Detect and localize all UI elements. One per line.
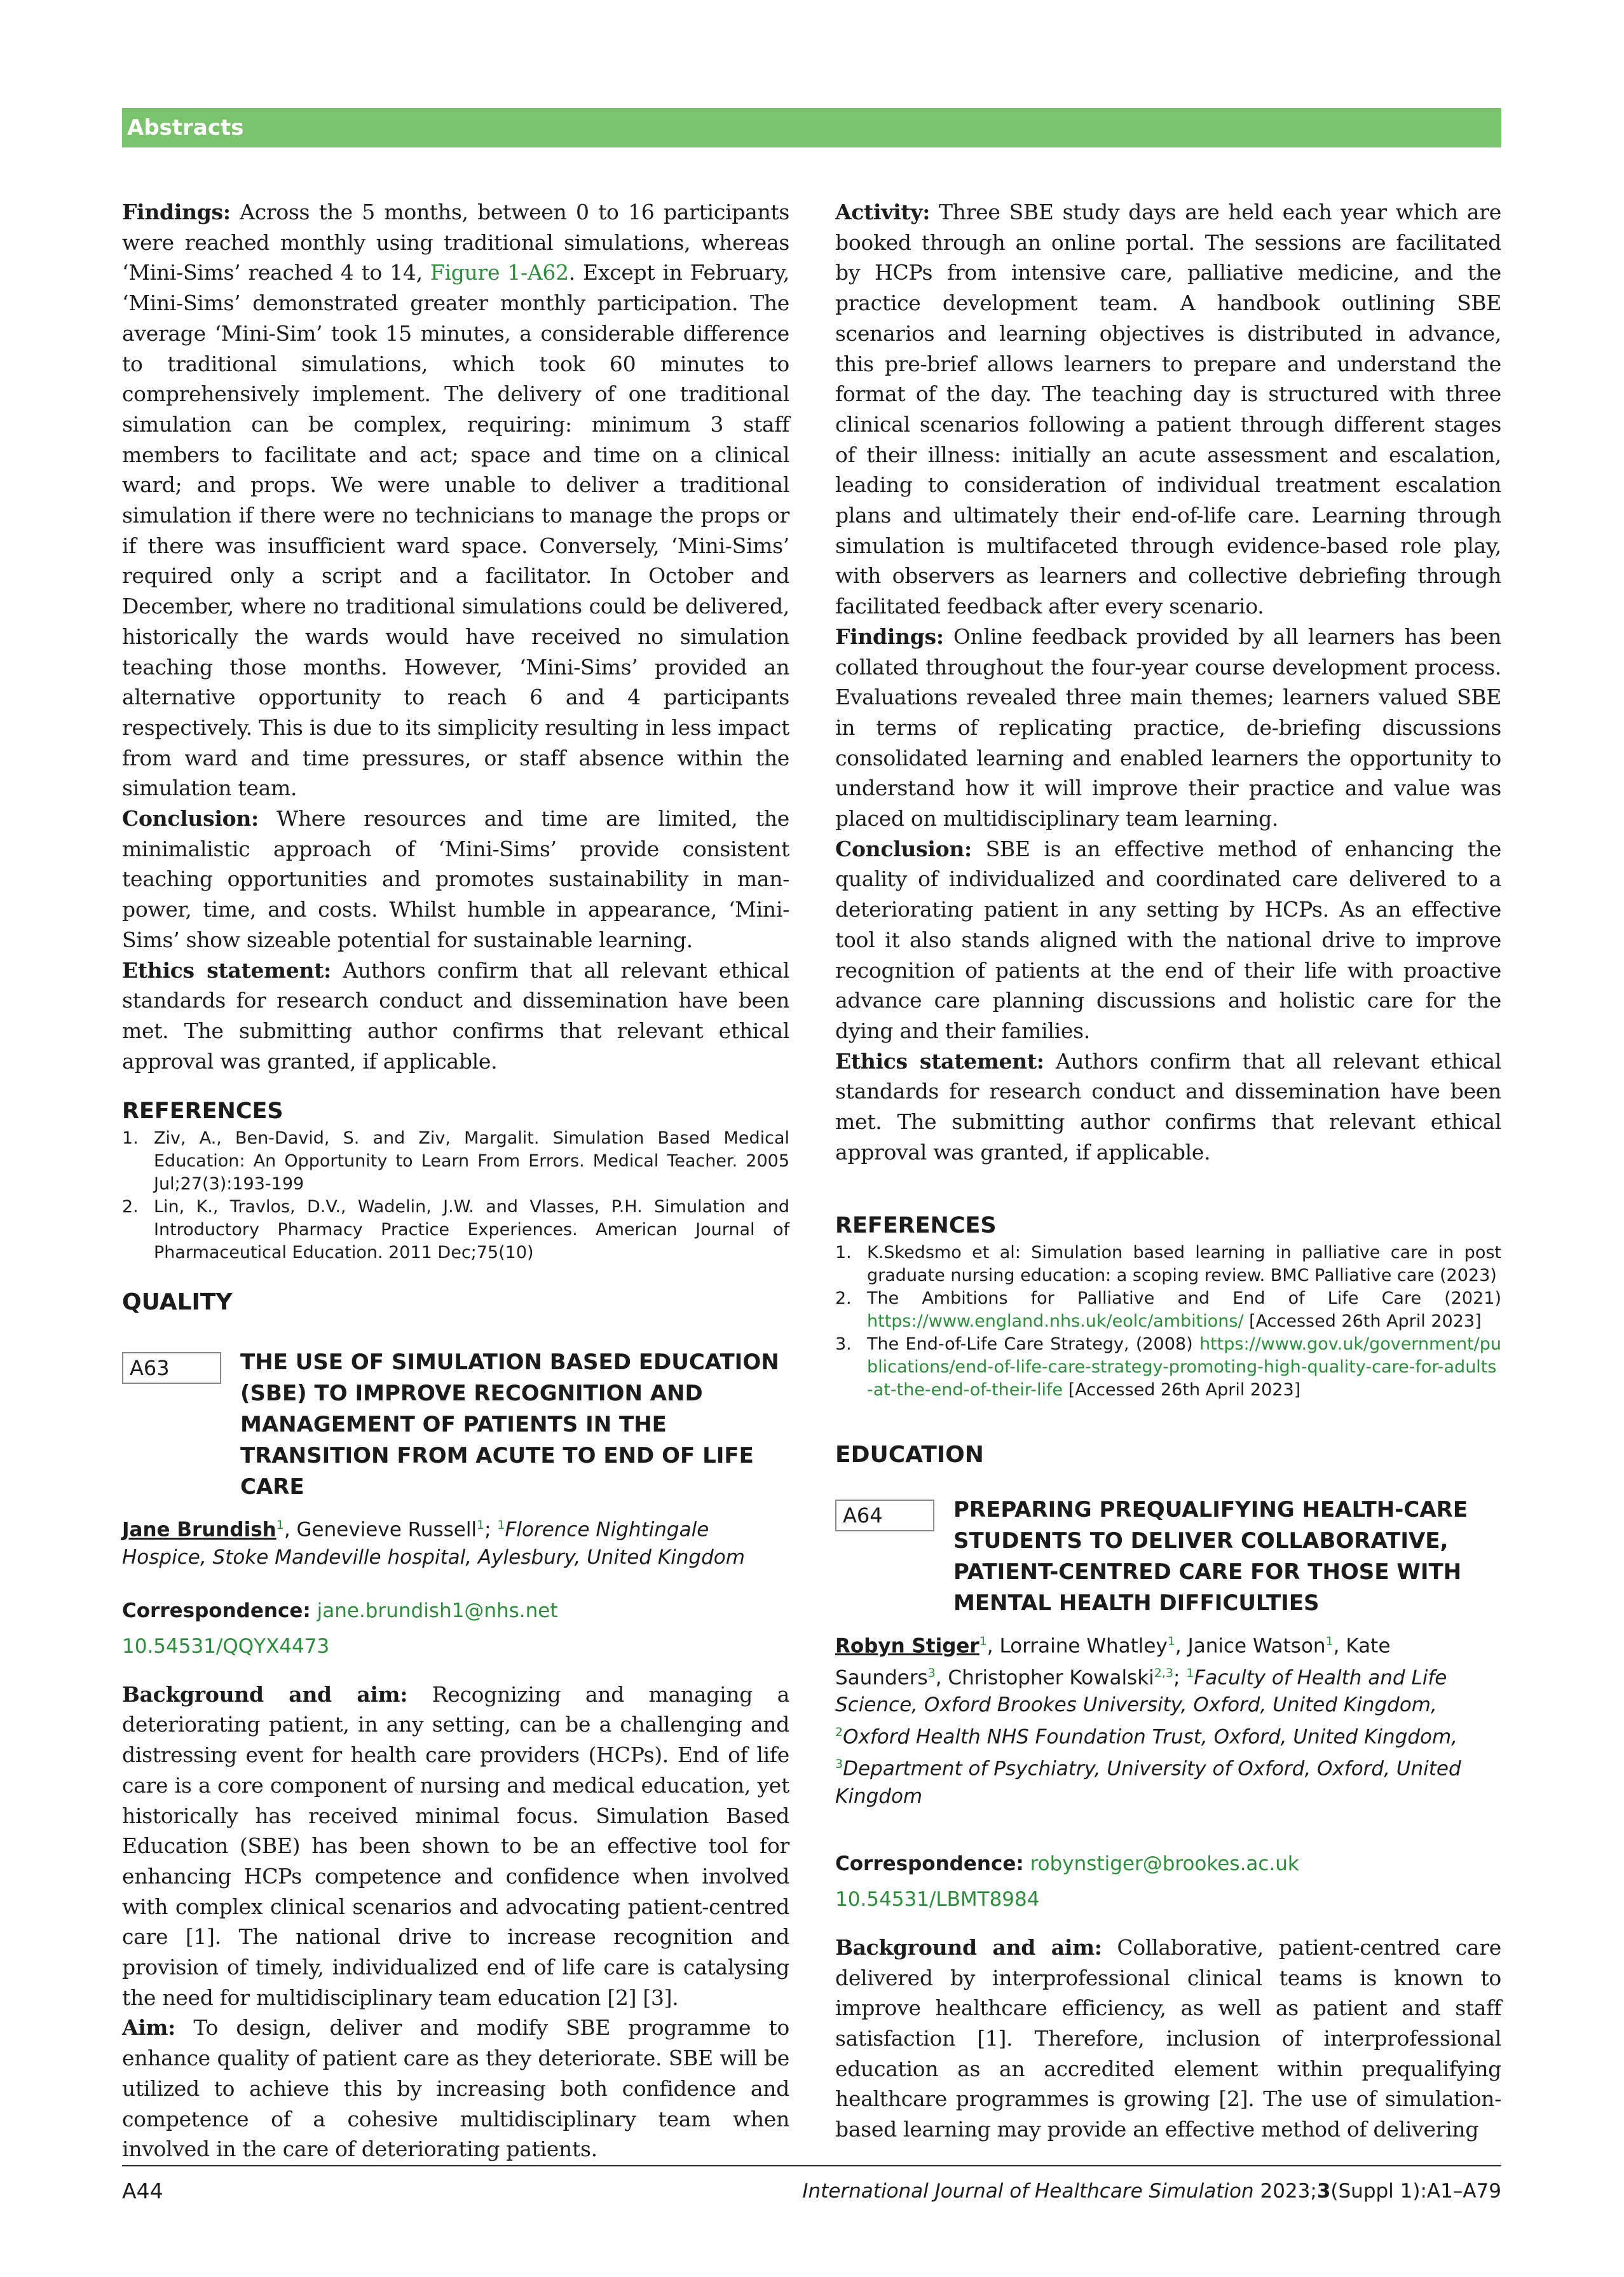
- section-title-education: EDUCATION: [835, 1441, 984, 1468]
- right-column: [835, 197, 1501, 2145]
- abstract-id-badge: A64: [835, 1500, 934, 1531]
- ethics-label: Ethics statement:: [835, 1048, 1044, 1074]
- section-title-quality: QUALITY: [122, 1289, 233, 1316]
- findings-label: Findings:: [835, 624, 944, 649]
- correspondence: Correspondence: robynstiger@brookes.ac.uk: [835, 1852, 1299, 1875]
- abstract-id-badge: A63: [122, 1352, 221, 1384]
- abstract-title: PREPARING PREQUALIFYING HEALTH-CARE STUDENTS TO DELIVER COLLABORATIVE, PATIENT-CENTRED CARE FOR THOSE WITH MENTAL HEALTH DIFFICULTIES: [953, 1496, 1468, 1616]
- left-column: [122, 197, 789, 2164]
- affiliation: Department of Psychiatry, University of Oxford, Oxford, United Kingdom: [835, 1757, 1461, 1808]
- references-list: [835, 1241, 1501, 1402]
- reference-link[interactable]: https://www.gov.uk/government/publications/end-of-life-care-strategy-promoting-high-quality-care-for-adults-at-the-end-of-their-life: [867, 1334, 1501, 1400]
- presenting-author[interactable]: Jane Brundish: [122, 1518, 276, 1542]
- reference-item: 2. The Ambitions for Palliative and End of Life Care (2021) https://www.england.nhs.uk/eolc/ambitions/ [Accessed 26th April 2023]: [835, 1288, 1501, 1331]
- reference-item: 2. Lin, K., Travlos, D.V., Wadelin, J.W. and Vlasses, P.H. Simulation and Introductory Pharmacy Practice Experiences. American Journal of Pharmaceutical Education. 2011 Dec;75(10): [122, 1197, 789, 1263]
- reference-item: 3. The End-of-Life Care Strategy, (2008) https://www.gov.uk/government/publications/end-of-life-care-strategy-promoting-high-quality-care-for-adults-at-the-end-of-their-life [Accessed 26th April 2023]: [835, 1334, 1501, 1400]
- findings-paragraph: Findings: Online feedback provided by all learners has been collated throughout the four-year course development process. Evaluations revealed three main themes; learners valued SBE in terms of replicating practice, de-briefing discussions consolidated learning and enabled learners the opportunity to understand how it will improve their practice and value was placed on multidisciplinary team learning.: [835, 624, 1501, 831]
- correspondence-email-link[interactable]: jane.brundish1@nhs.net: [317, 1599, 558, 1622]
- affiliation: Faculty of Health and Life Science, Oxford Brookes University, Oxford, United Kingdom,: [835, 1666, 1447, 1717]
- abstract-header-a63: [122, 1347, 789, 1503]
- findings-paragraph: Findings: Across the 5 months, between 0 to 16 participants were reached monthly using traditional simulations, whereas ‘Mini-Sims’ reached 4 to 14, Figure 1-A62. Except in February, ‘Mini-Sims’ demonstrated greater monthly participation. The average ‘Mini-Sim’ took 15 minutes, a considerable difference to traditional simulations, which took 60 minutes to comprehensively implement. The delivery of one traditional simulation can be complex, requiring: minimum 3 staff members to facilitate and act; space and time on a clinical ward; and props. We were unable to deliver a traditional simulation if there were no technicians to manage the props or if there was insufficient ward space. Conversely, ‘Mini-Sims’ required only a script and a facilitator. In October and December, where no traditional simulations could be delivered, historically the wards would have received no simulation teaching those months. However, ‘Mini-Sims’ provided an alternative opportunity to reach 6 and 4 participants respectively. This is due to its simplicity resulting in less impact from ward and time pressures, or staff absence within the simulation team.: [122, 200, 789, 801]
- conclusion-paragraph: Conclusion: Where resources and time are limited, the minimalistic approach of ‘Mini-Sims’ provide consistent teaching opportunities and promotes sustainability in man-power, time, and costs. Whilst humble in appearance, ‘Mini-Sims’ show sizeable potential for sustainable learning.: [122, 806, 789, 952]
- ethics-paragraph: Ethics statement: Authors confirm that all relevant ethical standards for research conduct and dissemination have been met. The submitting author confirms that relevant ethical approval was granted, if applicable.: [122, 957, 789, 1074]
- figure-link[interactable]: Figure 1-A62: [430, 260, 569, 285]
- conclusion-label: Conclusion:: [835, 836, 972, 861]
- section-header-label: Abstracts: [127, 115, 244, 140]
- background-label: Background and aim:: [835, 1934, 1102, 1960]
- conclusion-label: Conclusion:: [122, 806, 259, 831]
- references-heading: REFERENCES: [835, 1212, 997, 1238]
- ethics-label: Ethics statement:: [122, 957, 331, 983]
- abstract-header-a64: [835, 1494, 1501, 1619]
- footer-divider: [122, 2165, 1501, 2166]
- activity-paragraph: Activity: Three SBE study days are held each year which are booked through an online portal. The sessions are facilitated by HCPs from intensive care, palliative medicine, and the practice development team. A handbook outlining SBE scenarios and learning objectives is distributed in advance, this pre-brief allows learners to prepare and understand the format of the day. The teaching day is structured with three clinical scenarios following a patient through different stages of their illness: initially an acute assessment and escalation, leading to consideration of individual treatment escalation plans and ultimately their end-of-life care. Learning through simulation is multifaceted through evidence-based role play, with observers as learners and collective debriefing through facilitated feedback after every scenario.: [835, 200, 1501, 619]
- doi-link[interactable]: 10.54531/LBMT8984: [835, 1887, 1040, 1911]
- background-paragraph: Background and aim: Recognizing and managing a deteriorating patient, in any setting, can be a challenging and distressing event for health care providers (HCPs). End of life care is a core component of nursing and medical education, yet historically has received minimal focus. Simulation Based Education (SBE) has been shown to be an effective tool for enhancing HCPs competence and confidence when involved with complex clinical scenarios and advocating patient-centred care [1]. The national drive to increase recognition and provision of timely, individualized end of life care is catalysing the need for multidisciplinary team education [2] [3].: [122, 1681, 789, 2010]
- author-list: Robyn Stiger$^1$, Lorraine Whatley$^1$, Janice Watson$^1$, Kate Saunders$^3$, Christopher Kowalski$^{2,3}$; $^1$Faculty of Health and Life Science, Oxford Brookes University, Oxford, United Kingdom, $^2$Oxford Health NHS Foundation Trust, Oxford, United Kingdom, $^3$Department of Psychiatry, University of Oxford, Oxford, United Kingdom: [835, 1634, 1461, 1808]
- affiliation: Florence Nightingale Hospice, Stoke Mandeville hospital, Aylesbury, United Kingdom: [122, 1518, 745, 1569]
- reference-item: 1. Ziv, A., Ben-David, S. and Ziv, Margalit. Simulation Based Medical Education: An Opportunity to Learn From Errors. Medical Teacher. 2005 Jul;27(3):193-199: [122, 1128, 789, 1194]
- aim-paragraph: Aim: To design, deliver and modify SBE programme to enhance quality of patient care as they deteriorate. SBE will be utilized to achieve this by increasing both confidence and competence of a cohesive multidisciplinary team when involved in the care of deteriorating patients.: [122, 2015, 789, 2162]
- ethics-paragraph: Ethics statement: Authors confirm that all relevant ethical standards for research conduct and dissemination have been met. The submitting author confirms that relevant ethical approval was granted, if applicable.: [835, 1048, 1502, 1165]
- correspondence-email-link[interactable]: robynstiger@brookes.ac.uk: [1030, 1852, 1299, 1875]
- activity-label: Activity:: [835, 200, 931, 224]
- findings-label: Findings:: [122, 200, 231, 224]
- abstract-title: THE USE OF SIMULATION BASED EDUCATION (SBE) TO IMPROVE RECOGNITION AND MANAGEMENT OF PATIENTS IN THE TRANSITION FROM ACUTE TO END OF LIFE CARE: [240, 1350, 779, 1500]
- page-number: A44: [122, 2178, 163, 2203]
- section-header-bar: [122, 108, 1501, 147]
- conclusion-paragraph: Conclusion: SBE is an effective method of enhancing the quality of individualized and coordinated care delivered to a deteriorating patient in any setting by HCPs. As an effective tool it also stands aligned with the national drive to improve recognition of patients at the end of their life with proactive advance care planning discussions and holistic care for the dying and their families.: [835, 836, 1501, 1043]
- presenting-author[interactable]: Robyn Stiger: [835, 1634, 979, 1657]
- reference-item: 1. K.Skedsmo et al: Simulation based learning in palliative care in post graduate nursing education: a scoping review. BMC Palliative care (2023): [835, 1242, 1501, 1285]
- background-label: Background and aim:: [122, 1681, 408, 1707]
- reference-link[interactable]: https://www.england.nhs.uk/eolc/ambitions/: [867, 1311, 1244, 1331]
- background-paragraph: Background and aim: Collaborative, patient-centred care delivered by interprofessional clinical teams is known to improve healthcare efficiency, as well as patient and staff satisfaction [1]. Therefore, inclusion of interprofessional education as an accredited element within prequalifying healthcare programmes is growing [2]. The use of simulation-based learning may provide an effective method of delivering: [835, 1934, 1501, 2142]
- references-list: [122, 1127, 789, 1264]
- author-list: Jane Brundish$^1$, Genevieve Russell$^1$; $^1$Florence Nightingale Hospice, Stoke Mandeville hospital, Aylesbury, United Kingdom: [122, 1518, 745, 1569]
- doi-link[interactable]: 10.54531/QQYX4473: [122, 1634, 330, 1658]
- aim-label: Aim:: [122, 2015, 176, 2041]
- correspondence: Correspondence: jane.brundish1@nhs.net: [122, 1599, 558, 1622]
- references-heading: REFERENCES: [122, 1098, 283, 1125]
- journal-citation: International Journal of Healthcare Simulation 2023;3(Suppl 1):A1–A79: [802, 2180, 1501, 2203]
- affiliation: Oxford Health NHS Foundation Trust, Oxford, United Kingdom,: [843, 1725, 1458, 1749]
